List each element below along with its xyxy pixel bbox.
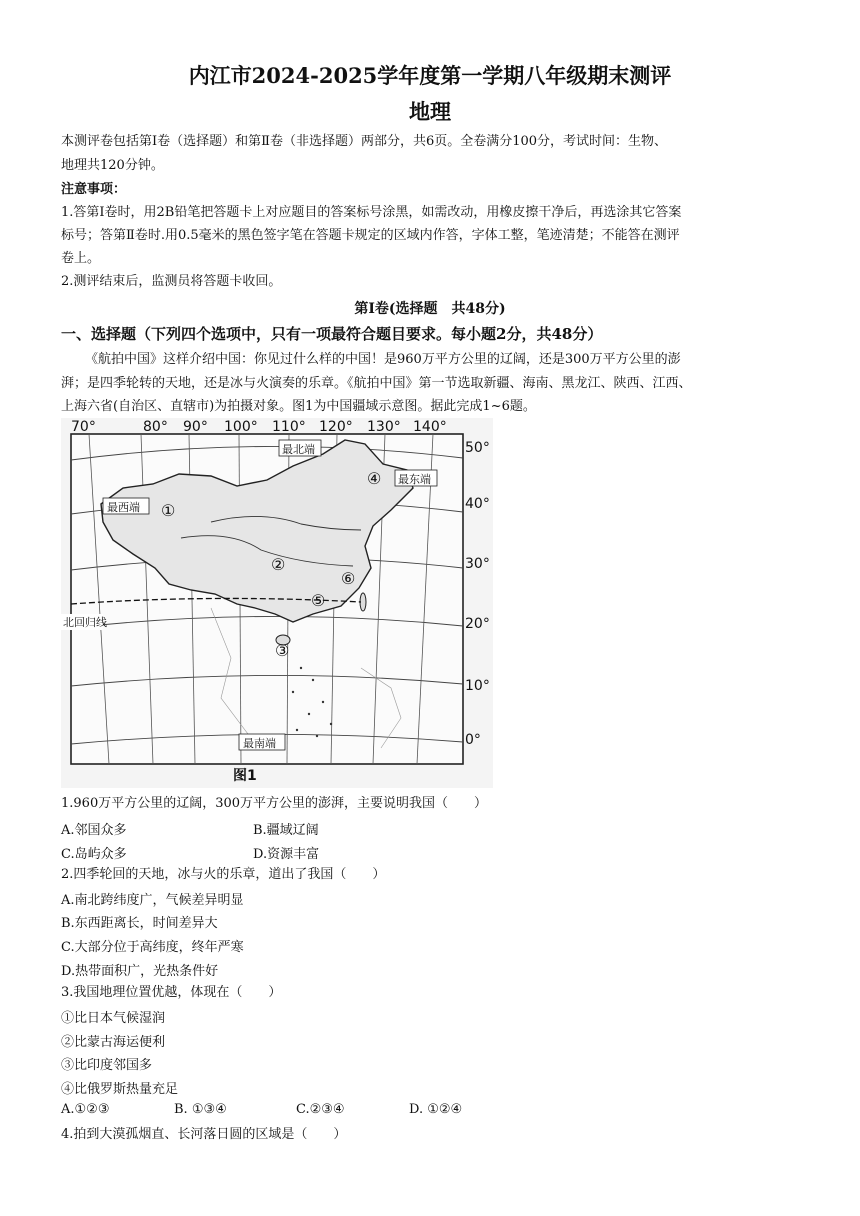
q3-option-a[interactable]: A.①②③ [61,1102,110,1117]
intro-line-2: 地理共120分钟。 [61,158,164,173]
lon-label-100: 100° [224,419,258,435]
passage-line-1: 《航拍中国》这样介绍中国：你见过什么样的中国！是960万平方公里的辽阔，还是300万平方公里的澎 [85,352,681,367]
lat-label-10: 10° [465,678,490,694]
lon-label-120: 120° [319,419,353,435]
marker-5: ⑤ [311,591,326,610]
china-territory-map [61,418,493,788]
lon-label-140: 140° [413,419,447,435]
marker-2: ② [271,555,286,574]
q1-option-a[interactable]: A.邻国众多 [61,823,127,838]
question-4-stem: 4.拍到大漠孤烟直、长河落日圆的区域是（ ） [61,1127,347,1142]
lon-label-130: 130° [367,419,401,435]
exam-title: 内江市2024-2025学年度第一学期八年级期末测评 [188,63,672,88]
q3-option-d[interactable]: D. ①②④ [409,1102,463,1117]
label-southernmost: 最南端 [243,737,276,750]
q3-item-1: ①比日本气候湿润 [61,1011,166,1026]
lon-label-110: 110° [272,419,306,435]
note-2: 2.测评结束后，监测员将答题卡收回。 [61,274,282,289]
q2-option-d[interactable]: D.热带面积广，光热条件好 [61,964,219,979]
marker-6: ⑥ [341,569,356,588]
question-3-stem: 3.我国地理位置优越，体现在（ ） [61,985,282,1000]
map-svg [61,418,493,788]
label-easternmost: 最东端 [398,473,431,486]
lat-label-20: 20° [465,616,490,632]
lat-label-50: 50° [465,440,490,456]
note-1-line-3: 卷上。 [61,251,101,266]
label-tropic-of-cancer: 北回归线 [63,616,107,629]
lon-label-70: 70° [71,419,96,435]
label-northernmost: 最北端 [282,443,315,456]
marker-4: ④ [367,469,382,488]
section-title: 第Ⅰ卷(选择题 共48分) [354,301,506,317]
q2-option-a[interactable]: A.南北跨纬度广，气候差异明显 [61,893,244,908]
note-1-line-1: 1.答第Ⅰ卷时，用2B铅笔把答题卡上对应题目的答案标号涂黑，如需改动，用橡皮擦干净后，再选涂其它答案 [61,205,682,220]
note-1-line-2: 标号；答第Ⅱ卷时.用0.5毫米的黑色签字笔在答题卡规定的区域内作答，字体工整，笔迹清楚；不能答在测评 [61,228,680,243]
question-2-stem: 2.四季轮回的天地，冰与火的乐章，道出了我国（ ） [61,867,386,882]
lon-label-90: 90° [183,419,208,435]
notes-heading: 注意事项： [61,182,127,197]
subject-title: 地理 [409,99,451,124]
q1-option-d[interactable]: D.资源丰富 [253,847,320,862]
intro-line-1: 本测评卷包括第Ⅰ卷（选择题）和第Ⅱ卷（非选择题）两部分，共6页。全卷满分100分，考试时间：生物、 [61,134,668,149]
section-heading: 一、选择题（下列四个选项中，只有一项最符合题目要求。每小题2分，共48分） [61,325,603,343]
q3-item-4: ④比俄罗斯热量充足 [61,1082,179,1097]
question-1-stem: 1.960万平方公里的辽阔，300万平方公里的澎湃，主要说明我国（ ） [61,796,488,811]
q2-option-c[interactable]: C.大部分位于高纬度，终年严寒 [61,940,244,955]
lat-label-40: 40° [465,496,490,512]
q2-option-b[interactable]: B.东西距离长，时间差异大 [61,916,218,931]
passage-line-2: 湃；是四季轮转的天地，还是冰与火演奏的乐章。《航拍中国》第一节选取新疆、海南、黑龙江、陕西、江西、 [61,376,692,391]
q1-option-b[interactable]: B.疆域辽阔 [253,823,319,838]
map-caption: 图1 [233,768,257,784]
passage-line-3: 上海六省(自治区、直辖市)为拍摄对象。图1为中国疆域示意图。据此完成1~6题。 [61,399,536,414]
marker-1: ① [161,501,176,520]
lat-label-30: 30° [465,556,490,572]
label-westernmost: 最西端 [107,501,140,514]
q3-option-b[interactable]: B. ①③④ [174,1102,227,1117]
marker-3: ③ [275,641,290,660]
q3-item-3: ③比印度邻国多 [61,1058,153,1073]
q3-option-c[interactable]: C.②③④ [296,1102,345,1117]
lon-label-80: 80° [143,419,168,435]
lat-label-0: 0° [465,732,481,748]
q3-item-2: ②比蒙古海运便利 [61,1035,166,1050]
q1-option-c[interactable]: C.岛屿众多 [61,847,127,862]
